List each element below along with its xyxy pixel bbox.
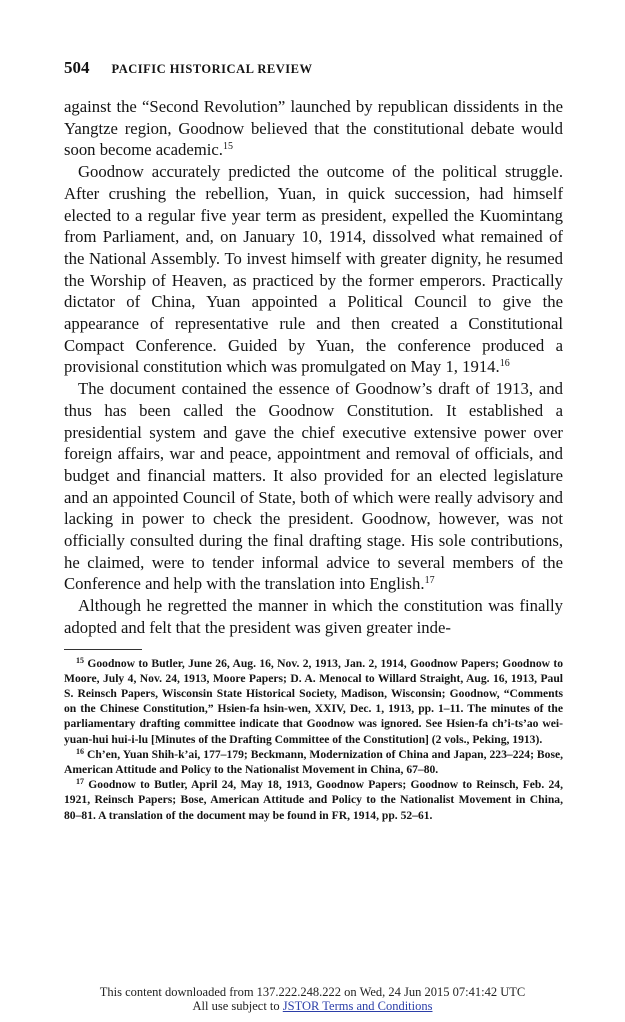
journal-title: PACIFIC HISTORICAL REVIEW <box>111 62 313 76</box>
terms-line: All use subject to JSTOR Terms and Conditions <box>192 999 433 1013</box>
paragraph: The document contained the essence of Goodnow’s draft of 1913, and thus has been called the Goodnow Constitution. It established a presidential system and gave the chief executive extensive power over foreign affairs, war and peace, appointment and removal of officials, and budget and financial matters. It also provided for an elected legislature and an appointed Council of State, both of which were really advisory and lacking in power to check the president. Goodnow, however, was not officially consulted during the final drafting stage. His sole contributions, he claimed, were to tender informal advice to several members of the Conference and help with the translation into English.$^{17}$ <box>64 379 563 594</box>
body-text <box>64 96 563 639</box>
download-notice <box>0 985 625 1013</box>
footnote: $^{17}$ Goodnow to Butler, April 24, May 18, 1913, Goodnow Papers; Goodnow to Reinsch, Feb. 24, 1921, Reinsch Papers; Bose, American Attitude and Policy to the Nationalist Movement in China, 80–81. A translation of the document may be found in FR, 1914, pp. 52–61. <box>64 777 563 822</box>
footnote: $^{16}$ Ch’en, Yuan Shih-k’ai, 177–179; Beckmann, Modernization of China and Japan, 223–224; Bose, American Attitude and Policy to the Nationalist Movement in China, 67–80. <box>64 746 564 776</box>
footnotes <box>64 656 563 823</box>
paragraph: Goodnow accurately predicted the outcome of the political struggle. After crushing the rebellion, Yuan, in quick succession, had himself elected to a regular five year term as president, expelled the Kuomintang from Parliament, and, on January 10, 1914, dissolved what remained of the National Assembly. To invest himself with greater dignity, he resumed the Worship of Heaven, as practiced by the former emperors. Practically dictator of China, Yuan appointed a Political Council to give the appearance of representative rule and then created a Constitutional Compact Conference. Guided by Yuan, the conference produced a provisional constitution which was promulgated on May 1, 1914.16 <box>64 162 563 377</box>
note-ref: 15 <box>222 141 233 153</box>
paragraph: against the “Second Revolution” launched by republican dissidents in the Yangtze region, Goodnow believed that the constitutional debate would soon become academic.$^{15}$ <box>64 97 563 160</box>
paragraph: Although he regretted the manner in which the constitution was finally adopted and felt that the president was given greater inde- <box>64 596 563 637</box>
note-ref: 16 <box>499 358 510 370</box>
jstor-terms-link[interactable]: JSTOR Terms and Conditions <box>282 999 433 1013</box>
footnote-divider <box>64 649 142 650</box>
note-ref: 17 <box>424 575 435 587</box>
footnote: $^{15}$ Goodnow to Butler, June 26, Aug. 16, Nov. 2, 1913, Jan. 2, 1914, Goodnow Papers; Goodnow to Moore, July 4, Nov. 24, 1913, Moore Papers; D. A. Menocal to Willard Straight, Aug. 16, 1913, Paul S. Reinsch Papers, Wisconsin State Historical Society, Madison, Wisconsin; Goodnow, “Comments on the Chinese Constitution,” Hsien-fa hsin-wen, XXIV, Dec. 1, 1913, pp. 1–11. The minutes of the parliamentary drafting committee indicate that Goodnow was ignored. See Hsien-fa ch’i-ts’ao wei-yuan-hui hui-i-lu [Minutes of the Drafting Committee of the Constitution] (2 vols., Peking, 1913). <box>64 655 563 746</box>
page-number: 504 <box>64 58 90 77</box>
page <box>64 58 563 823</box>
running-header <box>64 58 563 86</box>
download-info: This content downloaded from 137.222.248.222 on Wed, 24 Jun 2015 07:41:42 UTC <box>99 985 526 999</box>
